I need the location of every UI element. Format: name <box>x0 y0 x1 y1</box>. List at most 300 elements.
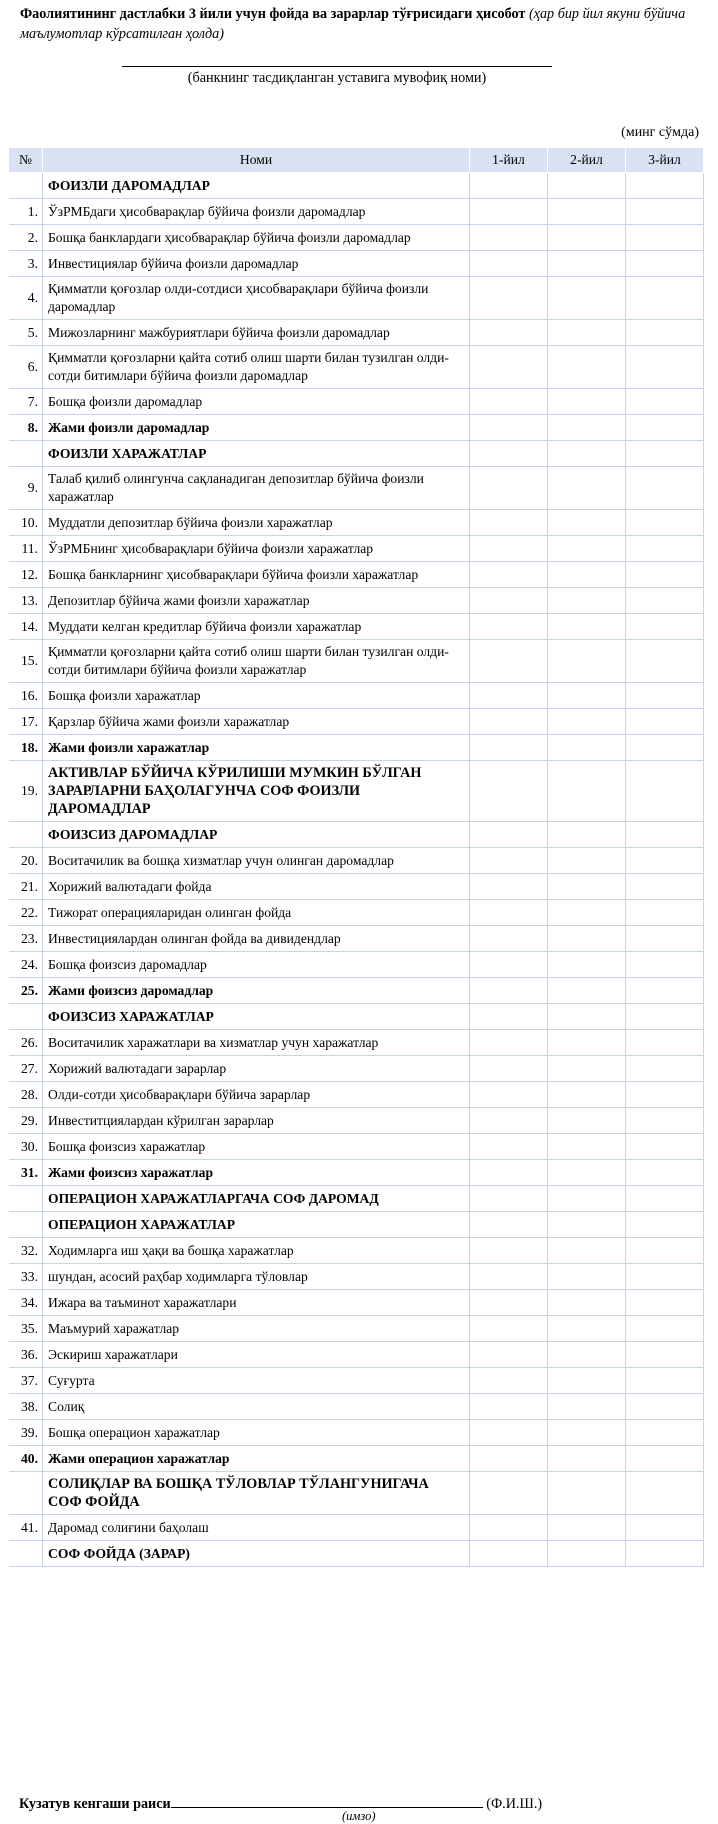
value-cell-year-3[interactable] <box>626 761 704 822</box>
table-row <box>9 389 704 415</box>
value-cell-year-2[interactable] <box>548 1446 626 1472</box>
row-name: Қарзлар бўйича жами фоизли харажатлар <box>43 709 470 735</box>
row-number: 16. <box>9 683 43 709</box>
table-header-row <box>9 148 704 173</box>
table-row <box>9 709 704 735</box>
report-table-body <box>9 173 704 1567</box>
value-cell-year-2[interactable] <box>548 441 626 467</box>
value-cell-year-1[interactable] <box>470 467 548 510</box>
row-name: Инвестициялардан олинган фойда ва дивидендлар <box>43 926 470 952</box>
table-row <box>9 1420 704 1446</box>
value-cell-year-2[interactable] <box>548 1368 626 1394</box>
value-cell-year-1[interactable] <box>470 346 548 389</box>
table-row <box>9 978 704 1004</box>
value-cell-year-1[interactable] <box>470 900 548 926</box>
table-row <box>9 510 704 536</box>
row-name: Депозитлар бўйича жами фоизли харажатлар <box>43 588 470 614</box>
value-cell-year-2[interactable] <box>548 1420 626 1446</box>
value-cell-year-1[interactable] <box>470 1212 548 1238</box>
row-name: ФОИЗСИЗ ХАРАЖАТЛАР <box>43 1004 470 1030</box>
value-cell-year-1[interactable] <box>470 978 548 1004</box>
table-row <box>9 1030 704 1056</box>
value-cell-year-3[interactable] <box>626 588 704 614</box>
row-name: Бошқа фоизли даромадлар <box>43 389 470 415</box>
value-cell-year-1[interactable] <box>470 441 548 467</box>
row-name: Воситачилик харажатлари ва хизматлар учун харажатлар <box>43 1030 470 1056</box>
value-cell-year-2[interactable] <box>548 588 626 614</box>
row-name: Муддати келган кредитлар бўйича фоизли харажатлар <box>43 614 470 640</box>
table-row <box>9 277 704 320</box>
row-number: 24. <box>9 952 43 978</box>
row-name: Олди-сотди ҳисобварақлари бўйича зарарлар <box>43 1082 470 1108</box>
value-cell-year-1[interactable] <box>470 510 548 536</box>
row-name: Бошқа фоизли харажатлар <box>43 683 470 709</box>
value-cell-year-3[interactable] <box>626 251 704 277</box>
report-title-main: Фаолиятининг дастлабки 3 йили учун фойда ва зарарлар тўғрисидаги ҳисобот <box>20 6 526 22</box>
row-number: 6. <box>9 346 43 389</box>
value-cell-year-1[interactable] <box>470 709 548 735</box>
row-name: Бошқа фоизсиз харажатлар <box>43 1134 470 1160</box>
table-row <box>9 848 704 874</box>
row-number <box>9 1004 43 1030</box>
value-cell-year-3[interactable] <box>626 1030 704 1056</box>
value-cell-year-3[interactable] <box>626 1290 704 1316</box>
row-number: 23. <box>9 926 43 952</box>
column-header-name: Номи <box>43 148 470 173</box>
table-row <box>9 1472 704 1515</box>
table-row <box>9 735 704 761</box>
value-cell-year-3[interactable] <box>626 848 704 874</box>
row-number: 3. <box>9 251 43 277</box>
value-cell-year-1[interactable] <box>470 1420 548 1446</box>
value-cell-year-2[interactable] <box>548 761 626 822</box>
value-cell-year-3[interactable] <box>626 822 704 848</box>
row-name: АКТИВЛАР БЎЙИЧА КЎРИЛИШИ МУМКИН БЎЛГАН ЗАРАРЛАРНИ БАҲОЛАГУНЧА СОФ ФОИЗЛИ ДАРОМАДЛАР <box>43 761 470 822</box>
signature-block <box>19 1795 542 1813</box>
value-cell-year-2[interactable] <box>548 1394 626 1420</box>
value-cell-year-3[interactable] <box>626 1056 704 1082</box>
row-number: 32. <box>9 1238 43 1264</box>
value-cell-year-1[interactable] <box>470 1316 548 1342</box>
value-cell-year-3[interactable] <box>626 1368 704 1394</box>
row-name: Даромад солиғини баҳолаш <box>43 1515 470 1541</box>
table-row <box>9 1082 704 1108</box>
table-row <box>9 761 704 822</box>
row-number: 35. <box>9 1316 43 1342</box>
row-name: Бошқа фоизсиз даромадлар <box>43 952 470 978</box>
row-name: ФОИЗСИЗ ДАРОМАДЛАР <box>43 822 470 848</box>
table-row <box>9 1056 704 1082</box>
row-number: 39. <box>9 1420 43 1446</box>
value-cell-year-3[interactable] <box>626 1134 704 1160</box>
row-number <box>9 1541 43 1567</box>
unit-label: (минг сўмда) <box>621 125 699 140</box>
row-name: Тижорат операцияларидан олинган фойда <box>43 900 470 926</box>
value-cell-year-3[interactable] <box>626 614 704 640</box>
value-cell-year-1[interactable] <box>470 536 548 562</box>
value-cell-year-2[interactable] <box>548 1342 626 1368</box>
value-cell-year-1[interactable] <box>470 1004 548 1030</box>
column-header-year-3: 3-йил <box>626 148 704 173</box>
value-cell-year-2[interactable] <box>548 1264 626 1290</box>
row-number: 8. <box>9 415 43 441</box>
value-cell-year-1[interactable] <box>470 952 548 978</box>
table-row <box>9 536 704 562</box>
bank-name-caption: (банкнинг тасдиқланган уставига мувофиқ номи) <box>187 70 487 86</box>
row-number: 29. <box>9 1108 43 1134</box>
table-row <box>9 441 704 467</box>
value-cell-year-1[interactable] <box>470 848 548 874</box>
table-row <box>9 822 704 848</box>
value-cell-year-1[interactable] <box>470 1446 548 1472</box>
row-number: 22. <box>9 900 43 926</box>
row-name: Ходимларга иш ҳақи ва бошқа харажатлар <box>43 1238 470 1264</box>
value-cell-year-3[interactable] <box>626 1186 704 1212</box>
row-name: Эскириш харажатлари <box>43 1342 470 1368</box>
value-cell-year-2[interactable] <box>548 683 626 709</box>
column-header-year-2: 2-йил <box>548 148 626 173</box>
value-cell-year-2[interactable] <box>548 952 626 978</box>
row-name: Бошқа банклардаги ҳисобварақлар бўйича фоизли даромадлар <box>43 225 470 251</box>
table-row <box>9 173 704 199</box>
value-cell-year-1[interactable] <box>470 320 548 346</box>
value-cell-year-2[interactable] <box>548 1238 626 1264</box>
value-cell-year-3[interactable] <box>626 562 704 588</box>
value-cell-year-3[interactable] <box>626 1342 704 1368</box>
row-number: 25. <box>9 978 43 1004</box>
value-cell-year-1[interactable] <box>470 415 548 441</box>
value-cell-year-1[interactable] <box>470 1394 548 1420</box>
row-name: ФОИЗЛИ ДАРОМАДЛАР <box>43 173 470 199</box>
table-row <box>9 640 704 683</box>
row-name: Инвеститциялардан кўрилган зарарлар <box>43 1108 470 1134</box>
value-cell-year-1[interactable] <box>470 1160 548 1186</box>
value-cell-year-3[interactable] <box>626 415 704 441</box>
value-cell-year-1[interactable] <box>470 1056 548 1082</box>
table-row <box>9 346 704 389</box>
row-name: Талаб қилиб олингунча сақланадиган депозитлар бўйича фоизли харажатлар <box>43 467 470 510</box>
value-cell-year-3[interactable] <box>626 640 704 683</box>
value-cell-year-1[interactable] <box>470 683 548 709</box>
table-row <box>9 1134 704 1160</box>
value-cell-year-3[interactable] <box>626 320 704 346</box>
row-name: СОФ ФОЙДА (ЗАРАР) <box>43 1541 470 1567</box>
table-row <box>9 926 704 952</box>
value-cell-year-1[interactable] <box>470 1082 548 1108</box>
row-name: Инвестициялар бўйича фоизли даромадлар <box>43 251 470 277</box>
column-header-number: № <box>9 148 43 173</box>
table-row <box>9 1316 704 1342</box>
bank-name-line <box>122 66 552 67</box>
row-name: Муддатли депозитлар бўйича фоизли харажатлар <box>43 510 470 536</box>
value-cell-year-2[interactable] <box>548 1541 626 1567</box>
value-cell-year-1[interactable] <box>470 761 548 822</box>
value-cell-year-2[interactable] <box>548 320 626 346</box>
value-cell-year-2[interactable] <box>548 1186 626 1212</box>
report-title-note: (ҳар бир йил якуни бўйича маълумотлар кўрсатилган ҳолда) <box>20 6 686 42</box>
value-cell-year-1[interactable] <box>470 1515 548 1541</box>
table-row <box>9 251 704 277</box>
value-cell-year-3[interactable] <box>626 926 704 952</box>
table-row <box>9 614 704 640</box>
value-cell-year-2[interactable] <box>548 640 626 683</box>
table-row <box>9 225 704 251</box>
value-cell-year-3[interactable] <box>626 1394 704 1420</box>
value-cell-year-3[interactable] <box>626 1160 704 1186</box>
value-cell-year-3[interactable] <box>626 978 704 1004</box>
row-number: 17. <box>9 709 43 735</box>
value-cell-year-3[interactable] <box>626 1238 704 1264</box>
row-number: 20. <box>9 848 43 874</box>
value-cell-year-3[interactable] <box>626 874 704 900</box>
value-cell-year-2[interactable] <box>548 173 626 199</box>
value-cell-year-2[interactable] <box>548 926 626 952</box>
row-name: Жами операцион харажатлар <box>43 1446 470 1472</box>
row-name: ЎзРМБнинг ҳисобварақлари бўйича фоизли харажатлар <box>43 536 470 562</box>
row-name: Хорижий валютадаги фойда <box>43 874 470 900</box>
value-cell-year-2[interactable] <box>548 277 626 320</box>
row-number: 41. <box>9 1515 43 1541</box>
row-name: ЎзРМБдаги ҳисобварақлар бўйича фоизли даромадлар <box>43 199 470 225</box>
value-cell-year-2[interactable] <box>548 251 626 277</box>
row-name: Солиқ <box>43 1394 470 1420</box>
value-cell-year-3[interactable] <box>626 199 704 225</box>
value-cell-year-1[interactable] <box>470 1186 548 1212</box>
row-number <box>9 1212 43 1238</box>
value-cell-year-3[interactable] <box>626 467 704 510</box>
row-name: Жами фоизли даромадлар <box>43 415 470 441</box>
value-cell-year-1[interactable] <box>470 640 548 683</box>
signer-role: Кузатув кенгаши раиси <box>19 1796 171 1812</box>
table-row <box>9 1394 704 1420</box>
row-name: Жами фоизли харажатлар <box>43 735 470 761</box>
row-number: 7. <box>9 389 43 415</box>
value-cell-year-2[interactable] <box>548 1134 626 1160</box>
value-cell-year-3[interactable] <box>626 510 704 536</box>
row-name: Жами фоизсиз харажатлар <box>43 1160 470 1186</box>
value-cell-year-2[interactable] <box>548 562 626 588</box>
value-cell-year-1[interactable] <box>470 277 548 320</box>
row-number: 28. <box>9 1082 43 1108</box>
value-cell-year-3[interactable] <box>626 735 704 761</box>
value-cell-year-1[interactable] <box>470 822 548 848</box>
value-cell-year-3[interactable] <box>626 1316 704 1342</box>
table-row <box>9 1446 704 1472</box>
value-cell-year-3[interactable] <box>626 1264 704 1290</box>
value-cell-year-1[interactable] <box>470 1290 548 1316</box>
value-cell-year-3[interactable] <box>626 683 704 709</box>
value-cell-year-3[interactable] <box>626 900 704 926</box>
value-cell-year-3[interactable] <box>626 1515 704 1541</box>
row-number <box>9 173 43 199</box>
table-row <box>9 1004 704 1030</box>
row-name: Қимматли қоғозларни қайта сотиб олиш шарти билан тузилган олди-сотди битимлари бўйича фоизли харажатлар <box>43 640 470 683</box>
value-cell-year-2[interactable] <box>548 1108 626 1134</box>
row-name: СОЛИҚЛАР ВА БОШҚА ТЎЛОВЛАР ТЎЛАНГУНИГАЧА СОФ ФОЙДА <box>43 1472 470 1515</box>
value-cell-year-3[interactable] <box>626 1082 704 1108</box>
row-name: Қимматли қоғозларни қайта сотиб олиш шарти билан тузилган олди-сотди битимлари бўйича фоизли даромадлар <box>43 346 470 389</box>
row-number: 34. <box>9 1290 43 1316</box>
value-cell-year-2[interactable] <box>548 389 626 415</box>
value-cell-year-3[interactable] <box>626 709 704 735</box>
value-cell-year-2[interactable] <box>548 874 626 900</box>
table-row <box>9 199 704 225</box>
row-name: Бошқа операцион харажатлар <box>43 1420 470 1446</box>
row-number: 27. <box>9 1056 43 1082</box>
value-cell-year-2[interactable] <box>548 822 626 848</box>
value-cell-year-1[interactable] <box>470 588 548 614</box>
row-number <box>9 1186 43 1212</box>
value-cell-year-3[interactable] <box>626 952 704 978</box>
table-row <box>9 900 704 926</box>
row-name: шундан, асосий раҳбар ходимларга тўловлар <box>43 1264 470 1290</box>
value-cell-year-3[interactable] <box>626 1212 704 1238</box>
value-cell-year-3[interactable] <box>626 1472 704 1515</box>
table-row <box>9 562 704 588</box>
table-row <box>9 1186 704 1212</box>
value-cell-year-3[interactable] <box>626 1108 704 1134</box>
value-cell-year-2[interactable] <box>548 346 626 389</box>
row-number: 11. <box>9 536 43 562</box>
row-number: 12. <box>9 562 43 588</box>
row-name: ОПЕРАЦИОН ХАРАЖАТЛАР <box>43 1212 470 1238</box>
value-cell-year-2[interactable] <box>548 467 626 510</box>
table-row <box>9 467 704 510</box>
table-row <box>9 1541 704 1567</box>
row-name: Хорижий валютадаги зарарлар <box>43 1056 470 1082</box>
row-number: 13. <box>9 588 43 614</box>
value-cell-year-1[interactable] <box>470 1342 548 1368</box>
value-cell-year-3[interactable] <box>626 225 704 251</box>
row-name: Қимматли қоғозлар олди-сотдиси ҳисобварақлари бўйича фоизли даромадлар <box>43 277 470 320</box>
value-cell-year-1[interactable] <box>470 1134 548 1160</box>
row-name: Жами фоизсиз даромадлар <box>43 978 470 1004</box>
row-number: 38. <box>9 1394 43 1420</box>
value-cell-year-2[interactable] <box>548 978 626 1004</box>
value-cell-year-1[interactable] <box>470 735 548 761</box>
row-number: 4. <box>9 277 43 320</box>
value-cell-year-2[interactable] <box>548 1082 626 1108</box>
row-number: 30. <box>9 1134 43 1160</box>
row-name: Маъмурий харажатлар <box>43 1316 470 1342</box>
value-cell-year-2[interactable] <box>548 1030 626 1056</box>
row-name: Бошқа банкларнинг ҳисобварақлари бўйича фоизли харажатлар <box>43 562 470 588</box>
value-cell-year-3[interactable] <box>626 441 704 467</box>
row-name: ОПЕРАЦИОН ХАРАЖАТЛАРГАЧА СОФ ДАРОМАД <box>43 1186 470 1212</box>
value-cell-year-3[interactable] <box>626 1420 704 1446</box>
value-cell-year-3[interactable] <box>626 1541 704 1567</box>
value-cell-year-1[interactable] <box>470 389 548 415</box>
value-cell-year-1[interactable] <box>470 1472 548 1515</box>
row-number <box>9 822 43 848</box>
value-cell-year-2[interactable] <box>548 1316 626 1342</box>
value-cell-year-2[interactable] <box>548 225 626 251</box>
table-row <box>9 1264 704 1290</box>
row-name: ФОИЗЛИ ХАРАЖАТЛАР <box>43 441 470 467</box>
table-row <box>9 1160 704 1186</box>
value-cell-year-1[interactable] <box>470 225 548 251</box>
value-cell-year-1[interactable] <box>470 173 548 199</box>
table-row <box>9 415 704 441</box>
row-number: 15. <box>9 640 43 683</box>
value-cell-year-3[interactable] <box>626 1446 704 1472</box>
row-name: Воситачилик ва бошқа хизматлар учун олинган даромадлар <box>43 848 470 874</box>
value-cell-year-1[interactable] <box>470 199 548 225</box>
row-number <box>9 1472 43 1515</box>
value-cell-year-2[interactable] <box>548 735 626 761</box>
table-row <box>9 1342 704 1368</box>
value-cell-year-2[interactable] <box>548 1515 626 1541</box>
signature-caption: (имзо) <box>342 1809 376 1823</box>
table-row <box>9 1108 704 1134</box>
table-row <box>9 588 704 614</box>
value-cell-year-1[interactable] <box>470 1541 548 1567</box>
row-number: 37. <box>9 1368 43 1394</box>
value-cell-year-2[interactable] <box>548 1160 626 1186</box>
value-cell-year-3[interactable] <box>626 389 704 415</box>
row-number: 21. <box>9 874 43 900</box>
row-number: 31. <box>9 1160 43 1186</box>
value-cell-year-2[interactable] <box>548 1056 626 1082</box>
value-cell-year-1[interactable] <box>470 1238 548 1264</box>
value-cell-year-1[interactable] <box>470 562 548 588</box>
value-cell-year-2[interactable] <box>548 510 626 536</box>
table-row <box>9 1515 704 1541</box>
value-cell-year-2[interactable] <box>548 1004 626 1030</box>
value-cell-year-3[interactable] <box>626 346 704 389</box>
row-name: Ижара ва таъминот харажатлари <box>43 1290 470 1316</box>
row-number: 33. <box>9 1264 43 1290</box>
table-row <box>9 874 704 900</box>
table-row <box>9 1238 704 1264</box>
table-row <box>9 320 704 346</box>
table-row <box>9 683 704 709</box>
table-row <box>9 1212 704 1238</box>
row-number: 19. <box>9 761 43 822</box>
value-cell-year-1[interactable] <box>470 1030 548 1056</box>
value-cell-year-3[interactable] <box>626 536 704 562</box>
value-cell-year-2[interactable] <box>548 415 626 441</box>
value-cell-year-1[interactable] <box>470 874 548 900</box>
value-cell-year-2[interactable] <box>548 1472 626 1515</box>
value-cell-year-2[interactable] <box>548 848 626 874</box>
value-cell-year-2[interactable] <box>548 900 626 926</box>
value-cell-year-1[interactable] <box>470 251 548 277</box>
report-title <box>20 4 710 44</box>
value-cell-year-3[interactable] <box>626 173 704 199</box>
report-table <box>8 147 704 1567</box>
value-cell-year-2[interactable] <box>548 614 626 640</box>
value-cell-year-3[interactable] <box>626 277 704 320</box>
value-cell-year-1[interactable] <box>470 1108 548 1134</box>
value-cell-year-1[interactable] <box>470 926 548 952</box>
value-cell-year-1[interactable] <box>470 1368 548 1394</box>
value-cell-year-2[interactable] <box>548 709 626 735</box>
signature-line <box>171 1795 483 1808</box>
value-cell-year-2[interactable] <box>548 1212 626 1238</box>
value-cell-year-2[interactable] <box>548 536 626 562</box>
value-cell-year-2[interactable] <box>548 199 626 225</box>
value-cell-year-1[interactable] <box>470 614 548 640</box>
row-number: 14. <box>9 614 43 640</box>
value-cell-year-1[interactable] <box>470 1264 548 1290</box>
row-number: 1. <box>9 199 43 225</box>
row-number: 5. <box>9 320 43 346</box>
row-name: Суғурта <box>43 1368 470 1394</box>
value-cell-year-3[interactable] <box>626 1004 704 1030</box>
row-number: 2. <box>9 225 43 251</box>
value-cell-year-2[interactable] <box>548 1290 626 1316</box>
